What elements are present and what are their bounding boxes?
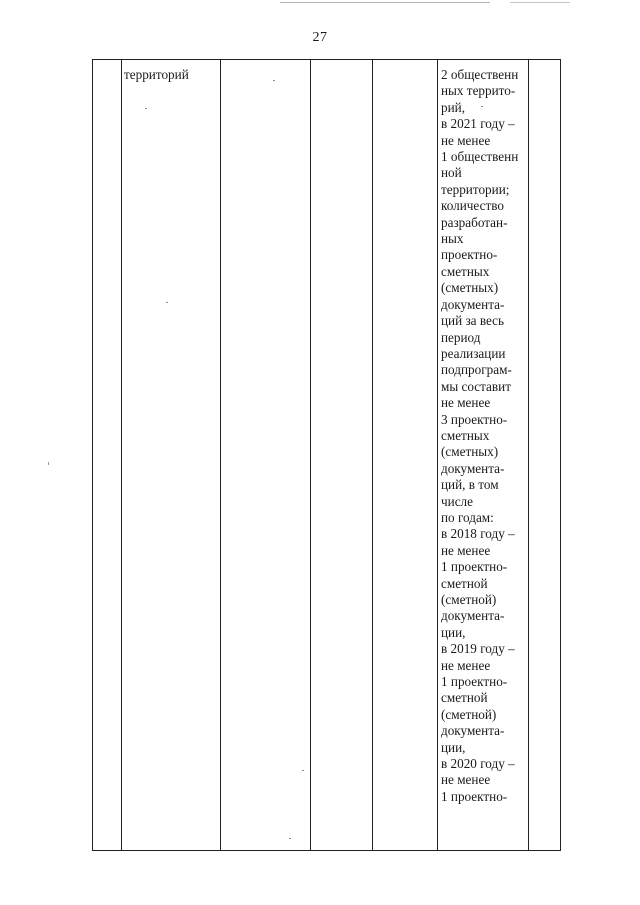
cell-line: в 2019 году –	[441, 641, 515, 657]
column-divider	[437, 60, 438, 850]
cell-line: 2 общественн	[441, 67, 519, 82]
cell-line: в 2018 году –	[441, 526, 515, 542]
cell-line: (сметных)	[441, 444, 499, 460]
margin-mark	[48, 462, 49, 465]
cell-line: ных террито-	[441, 83, 516, 99]
cell-line: (сметной)	[441, 706, 497, 722]
cell-line: ций за весь	[441, 313, 505, 329]
cell-line: не менее	[441, 395, 491, 411]
cell-line: территории;	[441, 181, 510, 197]
cell-line: не менее	[441, 132, 491, 148]
page-number: 27	[312, 30, 328, 45]
cell-line: не менее	[441, 542, 491, 558]
cell-line: 1 общественн	[441, 149, 519, 165]
cell-line: сметной	[441, 690, 488, 706]
cell-line: числе	[441, 493, 473, 509]
table-cell-col5	[441, 67, 518, 805]
cell-line: период	[441, 329, 481, 345]
cell-line: 1 проектно-	[441, 559, 508, 575]
cell-line: проектно-	[441, 247, 498, 263]
cell-line: не менее	[441, 657, 491, 673]
column-divider	[310, 60, 311, 850]
cell-line: ции,	[441, 739, 466, 755]
cell-line: в 2020 году –	[441, 756, 515, 772]
cell-line: в 2021 году –	[441, 116, 515, 132]
scan-line	[510, 2, 570, 3]
cell-line: не менее	[441, 772, 491, 788]
cell-line: сметной	[441, 575, 488, 591]
scan-top-lines	[280, 2, 610, 5]
cell-line: 3 проектно-	[441, 411, 508, 427]
document-table	[92, 59, 561, 851]
cell-line: (сметных)	[441, 280, 499, 296]
cell-line: количество	[441, 198, 504, 214]
cell-line: документа-	[441, 608, 505, 624]
cell-line: ных	[441, 231, 464, 247]
cell-line: ции,	[441, 624, 466, 640]
cell-line: мы составит	[441, 378, 511, 394]
cell-line: 1 проектно-	[441, 674, 508, 690]
table-cell-col1: территорий	[124, 67, 189, 82]
scan-speck	[302, 770, 304, 771]
cell-line: ной	[441, 165, 462, 181]
column-divider	[372, 60, 373, 850]
cell-line: документа-	[441, 723, 505, 739]
scan-speck	[145, 108, 147, 109]
cell-line: разработан-	[441, 214, 508, 230]
cell-line: рий,	[441, 99, 466, 115]
column-divider	[220, 60, 221, 850]
cell-line: реализации	[441, 345, 506, 361]
column-divider	[121, 60, 122, 850]
scan-speck	[166, 302, 168, 303]
cell-line: ций, в том	[441, 477, 499, 493]
cell-line: (сметной)	[441, 592, 497, 607]
cell-line: сметных	[441, 427, 490, 443]
scan-line	[280, 2, 490, 3]
column-divider	[528, 60, 529, 850]
cell-line: 1 проектно-	[441, 788, 508, 804]
scan-speck	[289, 838, 291, 839]
cell-line: сметных	[441, 263, 490, 279]
cell-line: документа-	[441, 296, 505, 312]
cell-line: документа-	[441, 460, 505, 476]
scan-speck	[481, 106, 483, 107]
cell-line: подпрограм-	[441, 362, 512, 378]
cell-line: по годам:	[441, 509, 494, 525]
scan-speck	[273, 80, 275, 81]
